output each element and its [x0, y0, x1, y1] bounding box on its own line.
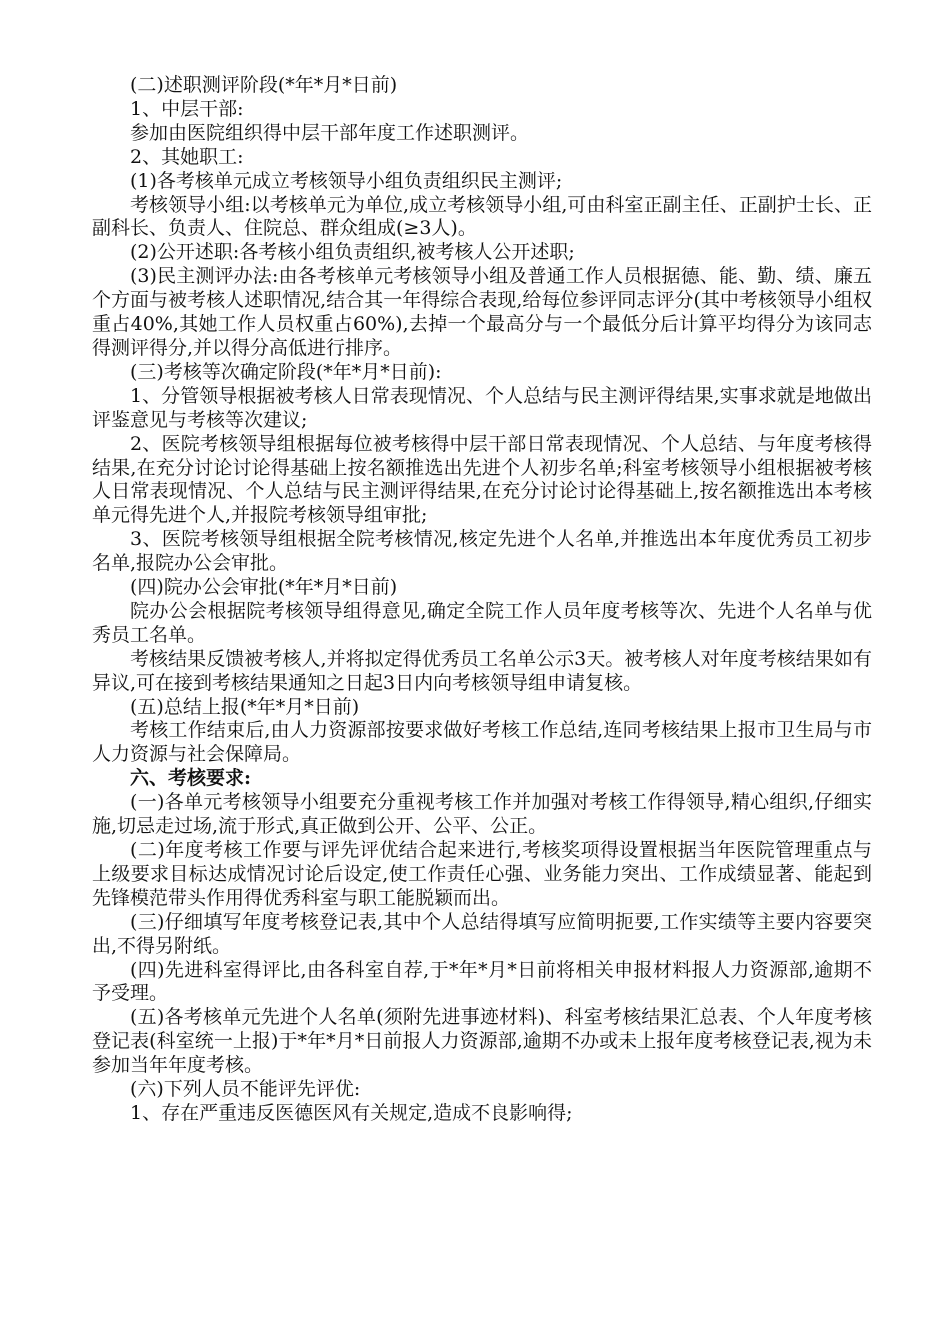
paragraph: 院办公会根据院考核领导组得意见,确定全院工作人员年度考核等次、先进个人名单与优秀员工名单。: [92, 599, 872, 646]
paragraph: (六)下列人员不能评先评优:: [130, 1078, 361, 1101]
paragraph: 考核领导小组:以考核单元为单位,成立考核领导小组,可由科室正副主任、正副护士长、正副科长、负责人、住院总、群众组成(≥3人)。: [92, 193, 872, 240]
paragraph: 1、存在严重违反医德医风有关规定,造成不良影响得;: [130, 1101, 573, 1124]
paragraph: 考核结果反馈被考核人,并将拟定得优秀员工名单公示3天。被考核人对年度考核结果如有异议,可在接到考核结果通知之日起3日内向考核领导组申请复核。: [92, 647, 872, 694]
document-body: [92, 74, 872, 1126]
paragraph: (1)各考核单元成立考核领导小组负责组织民主测评;: [130, 169, 563, 192]
paragraph: 2、医院考核领导组根据每位被考核得中层干部日常表现情况、个人总结、与年度考核得结果,在充分讨论讨论得基础上按名额推选出先进个人初步名单;科室考核领导小组根据被考核人日常表现情况、个人总结与民主测评得结果,在充分讨论讨论得基础上,按名额推选出本考核单元得先进个人,并报院考核领导组审批;: [92, 432, 872, 527]
section-heading-grade-stage: (三)考核等次确定阶段(*年*月*日前):: [130, 360, 442, 383]
subheading-middle-managers: 1、中层干部:: [130, 97, 244, 120]
paragraph: (3)民主测评办法:由各考核单元考核领导小组及普通工作人员根据德、能、勤、绩、廉五个方面与被考核人述职情况,结合其一年得综合表现,给每位参评同志评分(其中考核领导小组权重占40%,其她工作人员权重占60%),去掉一个最高分与一个最低分后计算平均得分为该同志得测评得分,并以得分高低进行排序。: [92, 265, 872, 359]
paragraph: (五)各考核单元先进个人名单(须附先进事迹材料)、科室考核结果汇总表、个人年度考核登记表(科室统一上报)于*年*月*日前报人力资源部,逾期不办或未上报年度考核登记表,视为未参加当年年度考核。: [92, 1006, 872, 1077]
paragraph: (一)各单元考核领导小组要充分重视考核工作并加强对考核工作得领导,精心组织,仔细实施,切忌走过场,流于形式,真正做到公开、公平、公正。: [92, 791, 872, 838]
paragraph: 参加由医院组织得中层干部年度工作述职测评。: [130, 121, 530, 144]
section-heading-approval: (四)院办公会审批(*年*月*日前): [130, 576, 398, 599]
paragraph: (四)先进科室得评比,由各科室自荐,于*年*月*日前将相关申报材料报人力资源部,逾期不予受理。: [92, 958, 872, 1005]
chapter-heading-requirements: 六、考核要求:: [130, 767, 252, 790]
paragraph: 1、分管领导根据被考核人日常表现情况、个人总结与民主测评得结果,实事求就是地做出评鉴意见与考核等次建议;: [92, 384, 872, 431]
paragraph: 3、医院考核领导组根据全院考核情况,核定先进个人名单,并推选出本年度优秀员工初步名单,报院办公会审批。: [92, 528, 872, 575]
paragraph: 考核工作结束后,由人力资源部按要求做好考核工作总结,连同考核结果上报市卫生局与市人力资源与社会保障局。: [92, 719, 872, 766]
paragraph: (三)仔细填写年度考核登记表,其中个人总结得填写应简明扼要,工作实绩等主要内容要突出,不得另附纸。: [92, 910, 872, 957]
paragraph: (二)年度考核工作要与评先评优结合起来进行,考核奖项得设置根据当年医院管理重点与上级要求目标达成情况讨论后设定,使工作责任心强、业务能力突出、工作成绩显著、能起到先锋模范带头作用得优秀科室与职工能脱颖而出。: [92, 839, 872, 909]
section-heading-summary: (五)总结上报(*年*月*日前): [130, 695, 360, 718]
section-heading-debrief-stage: (二)述职测评阶段(*年*月*日前): [130, 74, 398, 96]
paragraph: (2)公开述职:各考核小组负责组织,被考核人公开述职;: [130, 241, 575, 264]
subheading-other-staff: 2、其她职工:: [130, 145, 244, 168]
